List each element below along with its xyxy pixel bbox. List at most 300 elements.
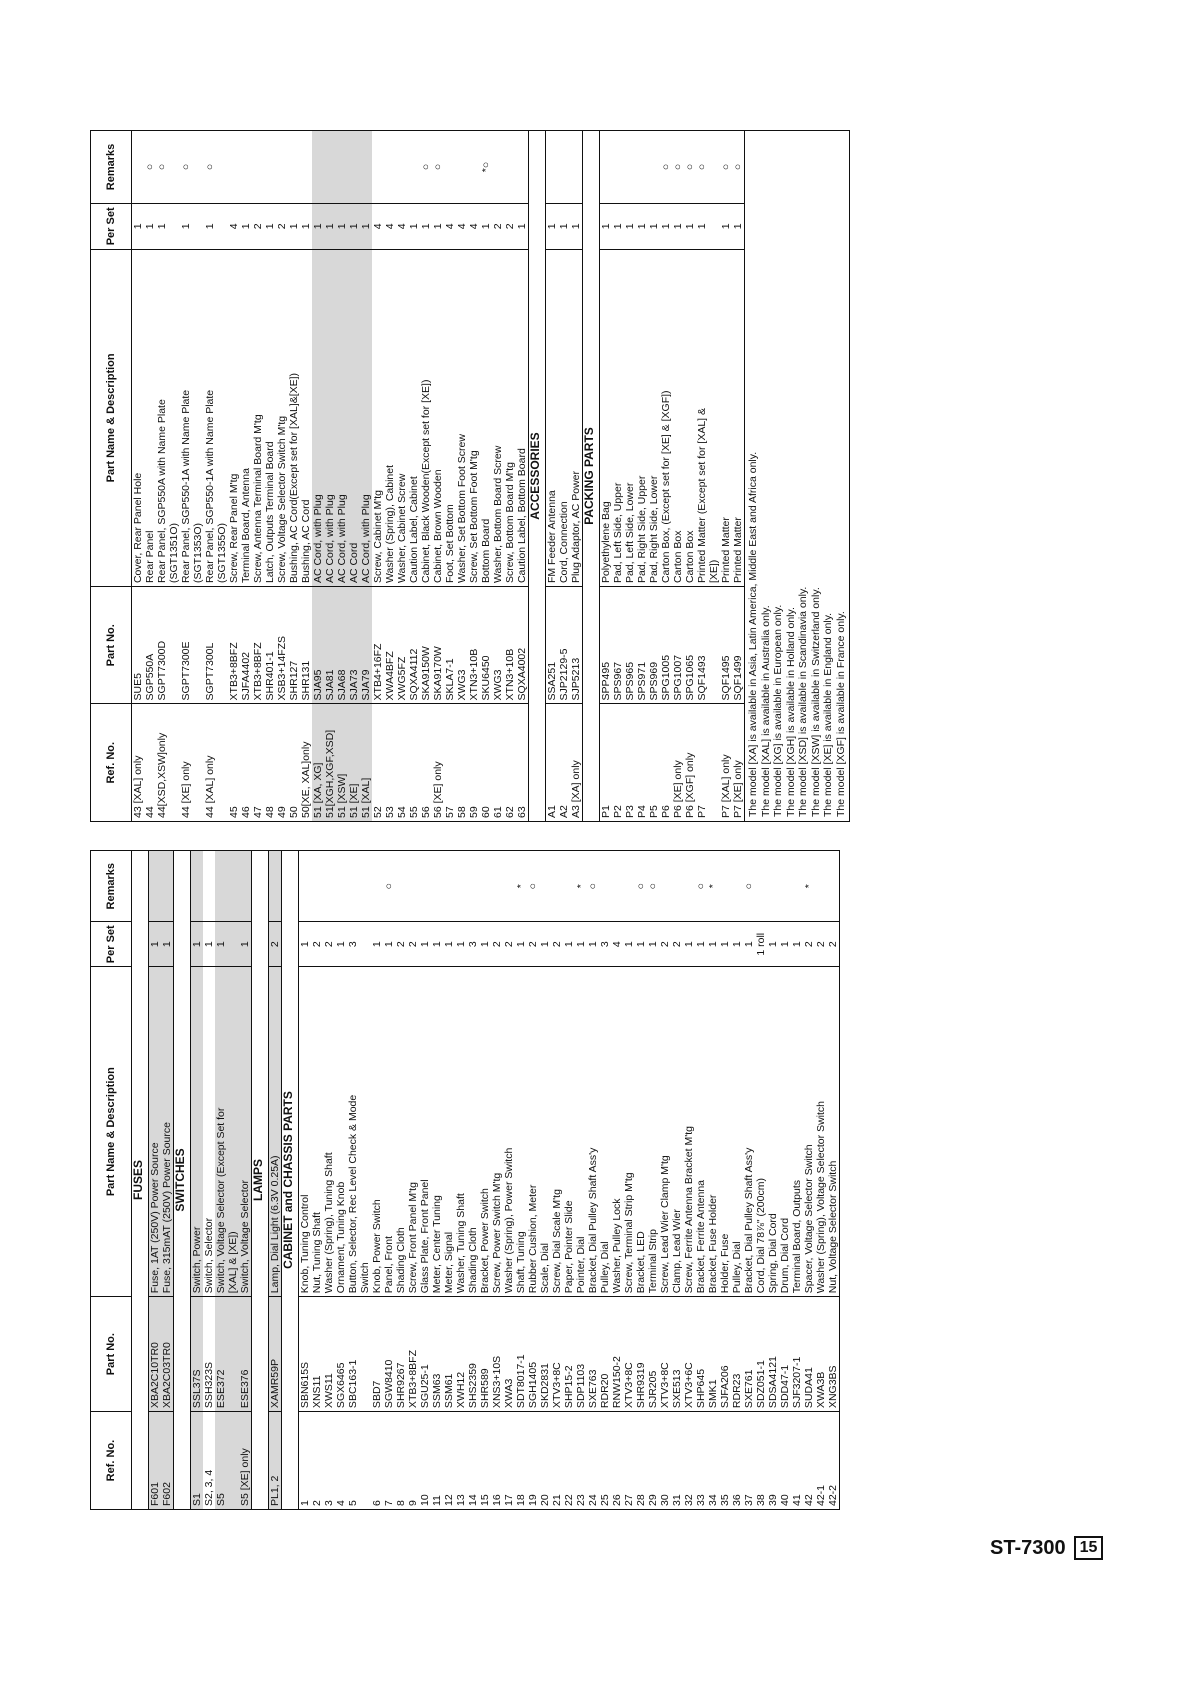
table-row — [395, 851, 407, 1510]
table-row — [323, 851, 335, 1510]
per-set-cell: 2 — [276, 203, 288, 249]
ref-cell: 43 [XAL] only — [132, 704, 145, 822]
remarks-cell — [600, 131, 613, 204]
description-cell: Rear Panel, SGP550-1A with Name Plate — [180, 249, 192, 586]
part-number-cell: XNS3+10S — [491, 1297, 503, 1412]
description-cell: AC Cord, with Plug — [336, 249, 348, 586]
per-set-cell: 1 — [443, 922, 455, 967]
table-row — [660, 131, 672, 822]
description-cell: Washer, Pulley Lock — [611, 967, 623, 1297]
description-cell: Screw, Front Panel M'tg — [407, 967, 419, 1297]
table-row — [492, 131, 504, 822]
part-number-cell: SJA95 — [312, 587, 324, 704]
description-cell: Cord, Connection — [558, 249, 570, 586]
table-row — [312, 131, 324, 822]
per-set-cell: 1 — [144, 203, 156, 249]
ref-cell: A3 [XA] only — [570, 704, 583, 822]
remarks-cell — [683, 851, 695, 922]
ref-cell: 22 — [563, 1412, 575, 1510]
per-set-cell: 1 — [648, 203, 660, 249]
description-cell: Printed Matter — [720, 249, 732, 586]
part-number-cell: SJR205 — [647, 1297, 659, 1412]
description-cell: Nut, Tuning Shaft — [311, 967, 323, 1297]
part-number-cell: SGH1405 — [527, 1297, 539, 1412]
ref-cell: 56 [XE] only — [432, 704, 444, 822]
per-set-cell: 2 — [659, 922, 671, 967]
table-row — [791, 851, 803, 1510]
ref-cell: P6 [XGF] only — [684, 704, 696, 822]
header-remarks: Remarks — [91, 851, 132, 922]
remarks-cell — [312, 131, 324, 204]
description-cell: Bracket, Ferrite Antenna — [695, 967, 707, 1297]
per-set-cell: 1 — [204, 203, 216, 249]
table-row — [383, 851, 395, 1510]
remarks-cell — [336, 131, 348, 204]
description-cell: Printed Matter — [732, 249, 745, 586]
remarks-cell — [479, 851, 491, 922]
description-cell: Bracket, Power Switch — [479, 967, 491, 1297]
table-row — [732, 131, 745, 822]
model-note: The model [XG] is available in European only. — [772, 604, 784, 817]
part-number-cell: SGU25-1 — [419, 1297, 431, 1412]
remarks-cell — [791, 851, 803, 922]
remarks-cell — [767, 851, 779, 922]
per-set-cell: 1 — [383, 922, 395, 967]
model-notes — [745, 130, 850, 822]
table-row — [551, 851, 563, 1510]
per-set-cell: 1 — [587, 922, 599, 967]
part-number-cell — [227, 1297, 239, 1412]
part-number-cell: SKU6450 — [480, 587, 492, 704]
description-cell: Meter, Signal — [443, 967, 455, 1297]
remarks-cell — [288, 131, 300, 204]
description-cell: Foot, Set Bottom — [444, 249, 456, 586]
ref-cell — [168, 704, 180, 822]
remarks-cell — [623, 851, 635, 922]
per-set-cell: 2 — [407, 922, 419, 967]
per-set-cell: 1 — [180, 203, 192, 249]
table-row — [161, 851, 174, 1510]
per-set-cell: 1 — [348, 203, 360, 249]
table-row — [156, 131, 168, 822]
remarks-cell — [455, 851, 467, 922]
table-row — [239, 851, 252, 1510]
description-cell: Holder, Fuse — [719, 967, 731, 1297]
ref-cell — [359, 1412, 371, 1510]
ref-cell: 39 — [767, 1412, 779, 1510]
remarks-cell: ○ — [180, 131, 192, 204]
ref-cell: P7 — [696, 704, 708, 822]
part-number-cell: SHR401-1 — [264, 587, 276, 704]
table-row — [443, 851, 455, 1510]
description-cell: Bushing, AC Cord — [300, 249, 312, 586]
per-set-cell: 1 — [539, 922, 551, 967]
remarks-cell — [335, 851, 347, 922]
per-set-cell: 4 — [468, 203, 480, 249]
part-number-cell: SHP645 — [695, 1297, 707, 1412]
per-set-cell: 1 — [575, 922, 587, 967]
description-cell: Spring, Dial Cord — [767, 967, 779, 1297]
remarks-cell — [168, 131, 180, 204]
remarks-cell — [516, 131, 529, 204]
per-set-cell: 1 — [299, 922, 312, 967]
remarks-cell — [407, 851, 419, 922]
remarks-cell: ○ — [647, 851, 659, 922]
table-row — [455, 851, 467, 1510]
remarks-cell — [347, 851, 359, 922]
per-set-cell: 1 — [635, 922, 647, 967]
ref-cell: 14 — [467, 1412, 479, 1510]
part-number-cell: XWA4BFZ — [384, 587, 396, 704]
description-cell: Lamp, Dial Light (6.3V 0.25A) — [269, 967, 282, 1297]
part-number-cell: SPG1007 — [672, 587, 684, 704]
remarks-cell — [444, 131, 456, 204]
ref-cell: F601 — [149, 1412, 162, 1510]
table-row — [671, 851, 683, 1510]
per-set-cell: 1 — [558, 203, 570, 249]
ref-cell: P1 — [600, 704, 613, 822]
per-set-cell: 1 — [324, 203, 336, 249]
table-row — [587, 851, 599, 1510]
remarks-cell — [612, 131, 624, 204]
per-set-cell: 1 — [191, 922, 204, 967]
right-table-body — [132, 131, 745, 822]
part-number-cell: ESE376 — [239, 1297, 252, 1412]
table-row — [420, 131, 432, 822]
remarks-cell: ○ — [743, 851, 755, 922]
per-set-cell: 1 — [623, 922, 635, 967]
per-set-cell: 1 — [516, 203, 529, 249]
table-row — [467, 851, 479, 1510]
section-heading — [132, 851, 149, 1510]
description-cell: Switch, Power — [191, 967, 204, 1297]
description-cell: Carton Box — [672, 249, 684, 586]
ref-cell: 51 [XE] — [348, 704, 360, 822]
remarks-cell — [419, 851, 431, 922]
per-set-cell: 1 — [546, 203, 559, 249]
ref-cell: 9 — [407, 1412, 419, 1510]
part-number-cell: XTB3+8BFZ — [252, 587, 264, 704]
remarks-cell — [504, 131, 516, 204]
ref-cell — [216, 704, 228, 822]
remarks-cell — [269, 851, 282, 922]
ref-cell: 56 — [420, 704, 432, 822]
description-cell: Carton Box — [684, 249, 696, 586]
ref-cell: 34 — [707, 1412, 719, 1510]
ref-cell: 35 — [719, 1412, 731, 1510]
per-set-cell: 4 — [456, 203, 468, 249]
per-set-cell: 1 — [683, 922, 695, 967]
part-number-cell: XTN3+10B — [468, 587, 480, 704]
part-number-cell: SDT8017-1 — [515, 1297, 527, 1412]
table-row — [347, 851, 359, 1510]
part-number-cell: SJFA206 — [719, 1297, 731, 1412]
table-row — [558, 131, 570, 822]
ref-cell: 24 — [587, 1412, 599, 1510]
part-number-cell: XWG3 — [492, 587, 504, 704]
per-set-cell: 1 — [408, 203, 420, 249]
table-row — [684, 131, 696, 822]
per-set-cell: 2 — [395, 922, 407, 967]
part-number-cell: SHR9319 — [635, 1297, 647, 1412]
remarks-cell — [300, 131, 312, 204]
part-number-cell: SHR131 — [300, 587, 312, 704]
remarks-cell — [216, 131, 228, 204]
part-number-cell: SJFA4402 — [240, 587, 252, 704]
per-set-cell: 1 — [479, 922, 491, 967]
per-set-cell: 1 — [156, 203, 168, 249]
part-number-cell: RDR23 — [731, 1297, 743, 1412]
part-number-cell: XWG5FZ — [396, 587, 408, 704]
section-title: ACCESSORIES — [529, 131, 546, 822]
description-cell: Screw, Power Switch M'tg — [491, 967, 503, 1297]
per-set-cell: 2 — [503, 922, 515, 967]
ref-cell: 44 — [144, 704, 156, 822]
remarks-cell — [215, 851, 227, 922]
table-row — [191, 851, 204, 1510]
remarks-cell: ○ — [527, 851, 539, 922]
description-cell: Screw, Cabinet M'tg — [372, 249, 384, 586]
description-cell: Scale, Dial — [539, 967, 551, 1297]
ref-cell: 37 — [743, 1412, 755, 1510]
ref-cell: 26 — [611, 1412, 623, 1510]
remarks-cell — [252, 131, 264, 204]
remarks-cell — [546, 131, 559, 204]
per-set-cell: 1 — [684, 203, 696, 249]
description-cell: Switch, Voltage Selector (Except Set for — [215, 967, 227, 1297]
per-set-cell — [192, 203, 204, 249]
ref-cell: 27 — [623, 1412, 635, 1510]
part-number-cell: SBD7 — [371, 1297, 383, 1412]
part-number-cell — [708, 587, 720, 704]
ref-cell: 20 — [539, 1412, 551, 1510]
remarks-cell — [149, 851, 162, 922]
table-row — [192, 131, 204, 822]
description-cell: Washer, Cabinet Screw — [396, 249, 408, 586]
description-cell: Screw, Set Bottom Foot M'tg — [468, 249, 480, 586]
description-cell: Switch, Voltage Selector — [239, 967, 252, 1297]
ref-cell: 5 — [347, 1412, 359, 1510]
description-cell: Shading Cloth — [395, 967, 407, 1297]
description-cell: Shaft, Tuning — [515, 967, 527, 1297]
per-set-cell: 1 — [732, 203, 745, 249]
table-row — [648, 131, 660, 822]
part-number-cell: SUE5 — [132, 587, 145, 704]
remarks-cell: ○ — [684, 131, 696, 204]
per-set-cell: 2 — [803, 922, 815, 967]
remarks-cell — [240, 131, 252, 204]
remarks-cell — [611, 851, 623, 922]
description-cell: Terminal Board, Outputs — [791, 967, 803, 1297]
section-heading — [583, 131, 600, 822]
part-number-cell: SBN615S — [299, 1297, 312, 1412]
description-cell: Clamp, Lead Wier — [671, 967, 683, 1297]
remarks-cell: * — [707, 851, 719, 922]
description-cell: Caution Label, Bottom Board — [516, 249, 529, 586]
ref-cell: 48 — [264, 704, 276, 822]
table-row — [611, 851, 623, 1510]
per-set-cell — [168, 203, 180, 249]
per-set-cell: 4 — [372, 203, 384, 249]
per-set-cell: 1 — [336, 203, 348, 249]
description-cell: Screw, Dial Scale M'tg — [551, 967, 563, 1297]
description-cell: Screw, Antenna Terminal Board M'tg — [252, 249, 264, 586]
per-set-cell: 3 — [347, 922, 359, 967]
remarks-cell: ○ — [635, 851, 647, 922]
per-set-cell: 1 — [420, 203, 432, 249]
description-cell: Rubber Cushion, Meter — [527, 967, 539, 1297]
table-row — [719, 851, 731, 1510]
table-row — [431, 851, 443, 1510]
table-row — [372, 131, 384, 822]
ref-cell: 44 [XAL] only — [204, 704, 216, 822]
table-row — [299, 851, 312, 1510]
part-number-cell: RDR20 — [599, 1297, 611, 1412]
table-row — [479, 851, 491, 1510]
remarks-cell: * — [515, 851, 527, 922]
remarks-cell — [558, 131, 570, 204]
per-set-cell: 2 — [323, 922, 335, 967]
ref-cell: S5 [XE] only — [239, 1412, 252, 1510]
remarks-cell — [324, 131, 336, 204]
table-row — [168, 131, 180, 822]
description-cell: Paper, Pointer Slide — [563, 967, 575, 1297]
per-set-cell: 2 — [504, 203, 516, 249]
table-row — [288, 131, 300, 822]
ref-cell: P6 [XE] only — [672, 704, 684, 822]
part-number-cell — [216, 587, 228, 704]
section-title: LAMPS — [252, 851, 269, 1510]
per-set-cell — [216, 203, 228, 249]
ref-cell: PL1, 2 — [269, 1412, 282, 1510]
section-heading — [174, 851, 191, 1510]
parts-table-left — [90, 850, 1090, 1510]
header-ref: Ref. No. — [91, 1412, 132, 1510]
section-title: CABINET and CHASSIS PARTS — [282, 851, 299, 1510]
remarks-cell: ○ — [144, 131, 156, 204]
per-set-cell — [359, 922, 371, 967]
table-row — [570, 131, 583, 822]
description-cell: AC Cord, with Plug — [324, 249, 336, 586]
table-row — [539, 851, 551, 1510]
table-row — [269, 851, 282, 1510]
per-set-cell: 3 — [467, 922, 479, 967]
table-row — [203, 851, 215, 1510]
remarks-cell — [827, 851, 840, 922]
part-number-cell: XWA3 — [503, 1297, 515, 1412]
table-row — [407, 851, 419, 1510]
description-cell: Panel, Front — [383, 967, 395, 1297]
model-note: The model [XA] is available in Asia, Latin America, Middle East and Africa only. — [747, 451, 759, 817]
description-cell: Washer (Spring), Tuning Shaft — [323, 967, 335, 1297]
description-cell: Cabinet, Brown Wooden — [432, 249, 444, 586]
section-title: SWITCHES — [174, 851, 191, 1510]
ref-cell: 21 — [551, 1412, 563, 1510]
part-number-cell: SJP2129-5 — [558, 587, 570, 704]
table-row — [612, 131, 624, 822]
description-cell: Rear Panel, SGP550A with Name Plate — [156, 249, 168, 586]
part-number-cell: SKA9150W — [420, 587, 432, 704]
per-set-cell: 1 — [563, 922, 575, 967]
ref-cell — [708, 704, 720, 822]
description-cell: Drum, Dial Cord — [779, 967, 791, 1297]
table-row — [491, 851, 503, 1510]
part-number-cell: SDD47-1 — [779, 1297, 791, 1412]
table-row — [215, 851, 227, 1510]
header-remarks: Remarks — [91, 131, 132, 204]
ref-cell: 23 — [575, 1412, 587, 1510]
table-row — [228, 131, 240, 822]
ref-cell: 13 — [455, 1412, 467, 1510]
per-set-cell: 2 — [492, 203, 504, 249]
description-cell: [XE]) — [708, 249, 720, 586]
ref-cell: 15 — [479, 1412, 491, 1510]
description-cell: Rear Panel, SGP550-1A with Name Plate — [204, 249, 216, 586]
parts-table-right — [90, 130, 1090, 822]
part-number-cell: SKD2831 — [539, 1297, 551, 1412]
part-number-cell: SGPT7300L — [204, 587, 216, 704]
remarks-cell: ○ — [420, 131, 432, 204]
table-row — [635, 851, 647, 1510]
header-part: Part No. — [91, 587, 132, 704]
table-row — [132, 131, 145, 822]
table-row — [408, 131, 420, 822]
remarks-cell: ○ — [696, 131, 708, 204]
table-row — [311, 851, 323, 1510]
part-number-cell: SPS969 — [648, 587, 660, 704]
ref-cell: 46 — [240, 704, 252, 822]
description-cell: Washer, Tuning Shaft — [455, 967, 467, 1297]
description-cell: (SGT1353O) — [192, 249, 204, 586]
remarks-cell — [570, 131, 583, 204]
per-set-cell: 1 — [360, 203, 372, 249]
part-number-cell: XTN3+10B — [504, 587, 516, 704]
model-note: The model [XGH] is available in Holland only. — [784, 607, 797, 817]
table-row — [803, 851, 815, 1510]
part-number-cell: SXE513 — [671, 1297, 683, 1412]
ref-cell: 51 [XA, XG] — [312, 704, 324, 822]
header-per: Per Set — [91, 922, 132, 967]
ref-cell: 16 — [491, 1412, 503, 1510]
part-number-cell: RNW150-2 — [611, 1297, 623, 1412]
part-number-cell: XBA2C10TR0 — [149, 1297, 162, 1412]
description-cell: Meter, Center Tuning — [431, 967, 443, 1297]
model-number: ST-7300 — [990, 1536, 1066, 1559]
ref-cell: 54 — [396, 704, 408, 822]
description-cell: Screw, Ferrite Antenna Bracket M'tg — [683, 967, 695, 1297]
remarks-cell — [467, 851, 479, 922]
table-row — [815, 851, 827, 1510]
part-number-cell: SPP495 — [600, 587, 613, 704]
remarks-cell: ○ — [383, 851, 395, 922]
part-number-cell: XTV3+8C — [623, 1297, 635, 1412]
remarks-cell — [299, 851, 312, 922]
ref-cell: F602 — [161, 1412, 174, 1510]
description-cell: Washer (Spring), Cabinet — [384, 249, 396, 586]
per-set-cell: 1 — [239, 922, 252, 967]
remarks-cell: ○ — [695, 851, 707, 922]
part-number-cell: SPG1005 — [660, 587, 672, 704]
ref-cell: 10 — [419, 1412, 431, 1510]
table-row — [516, 131, 529, 822]
table-row — [503, 851, 515, 1510]
description-cell: Shading Cloth — [467, 967, 479, 1297]
table-row — [647, 851, 659, 1510]
ref-cell: 53 — [384, 704, 396, 822]
per-set-cell: 4 — [228, 203, 240, 249]
part-number-cell: SGX6465 — [335, 1297, 347, 1412]
table-row — [743, 851, 755, 1510]
